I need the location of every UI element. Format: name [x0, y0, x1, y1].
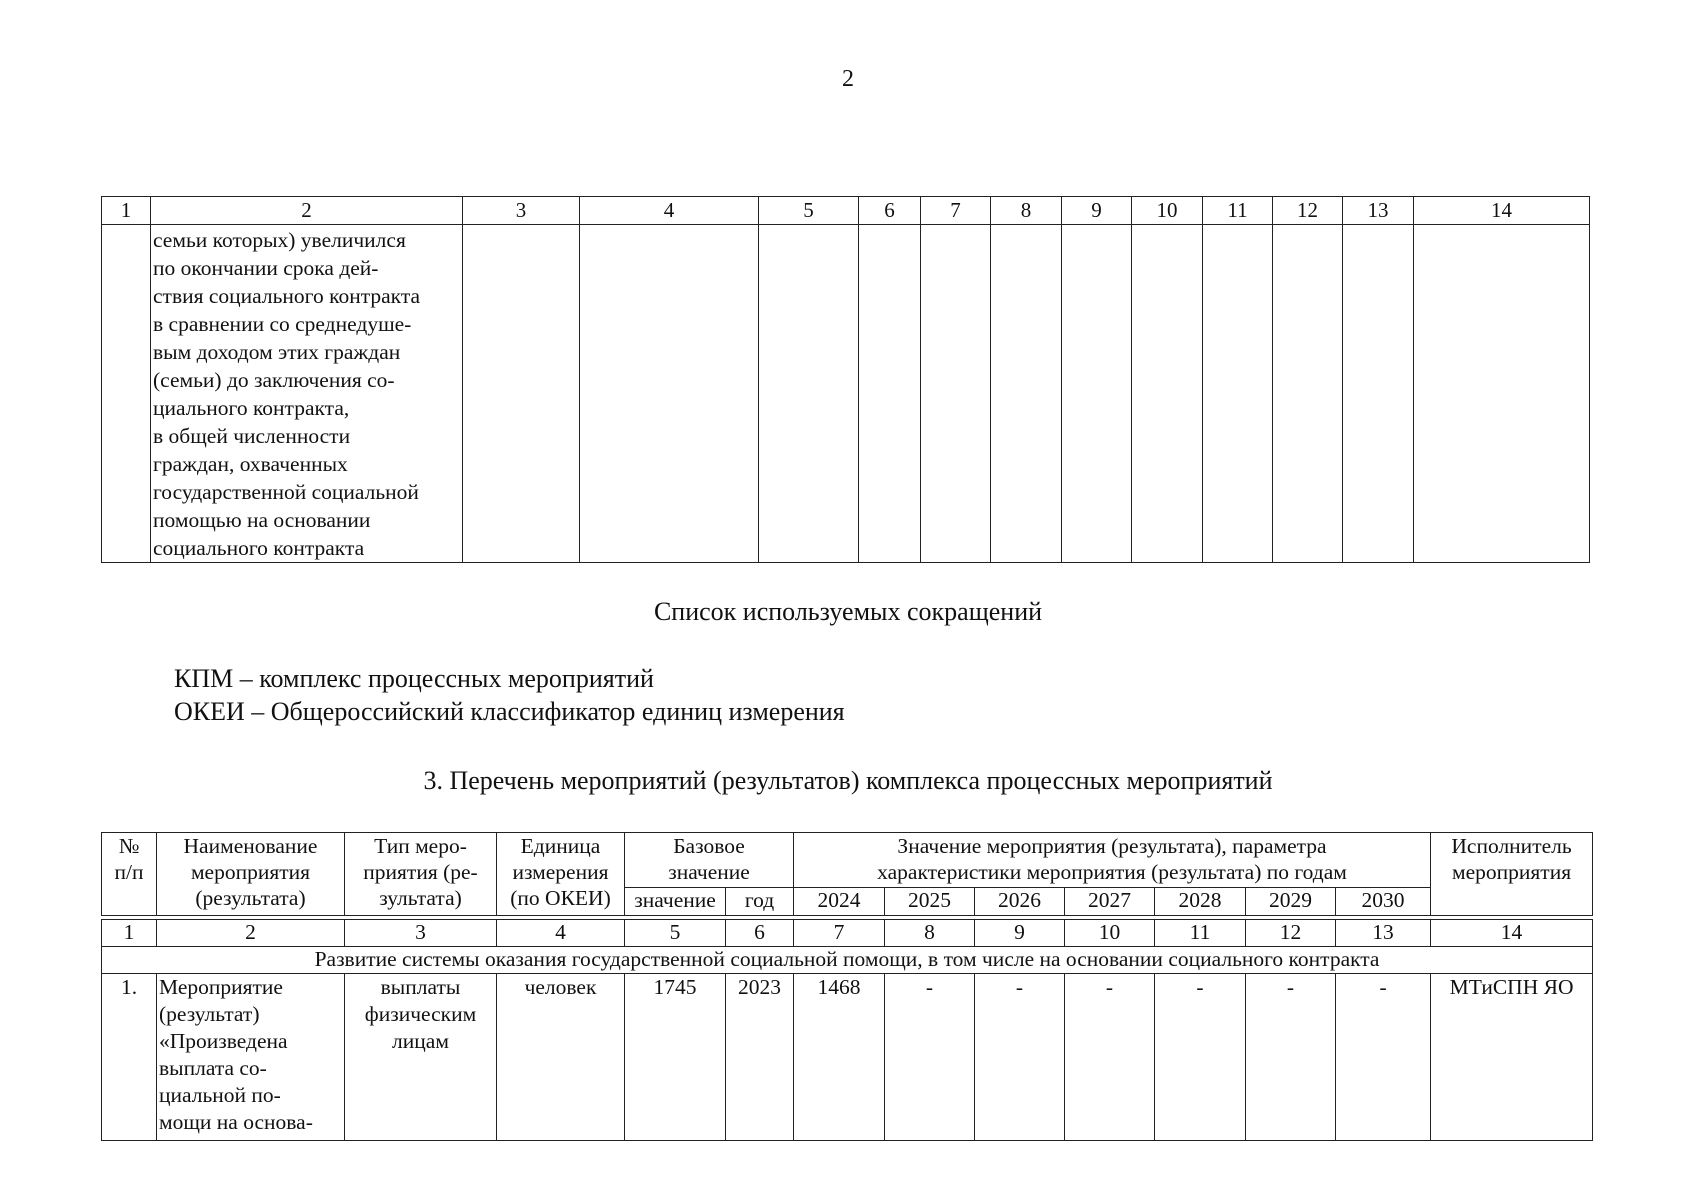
column-number: 8: [991, 197, 1062, 225]
table-cell: [859, 225, 921, 563]
column-number: 1: [102, 197, 151, 225]
table-row: [102, 225, 1590, 563]
column-number: 11: [1203, 197, 1273, 225]
row-unit: человек: [497, 974, 625, 1141]
row-name: Мероприятие (результат) «Произведена выплата со- циальной по- мощи на основа-: [157, 974, 345, 1141]
table-cell: [1343, 225, 1414, 563]
column-number: 11: [1155, 920, 1246, 947]
row-num: 1.: [102, 974, 157, 1141]
column-number: 14: [1414, 197, 1590, 225]
header-year: 2028: [1155, 888, 1246, 916]
header-row: [102, 833, 1593, 888]
continuation-table: [101, 196, 1590, 563]
column-number: 5: [625, 920, 726, 947]
column-number: 9: [975, 920, 1065, 947]
header-year: 2030: [1336, 888, 1431, 916]
header-unit: Единица измерения (по ОКЕИ): [497, 833, 625, 916]
column-number: 12: [1246, 920, 1336, 947]
header-name: Наименование мероприятия (результата): [157, 833, 345, 916]
table-cell: [759, 225, 859, 563]
header-base-value: значение: [625, 888, 726, 916]
row-executor: МТиСПН ЯО: [1431, 974, 1593, 1141]
table-row: [102, 974, 1593, 1141]
header-year: 2026: [975, 888, 1065, 916]
section-title: 3. Перечень мероприятий (результатов) комплекса процессных мероприятий: [423, 766, 1273, 795]
row-value: 1468: [794, 974, 885, 1141]
row-value: -: [1246, 974, 1336, 1141]
table-cell: [463, 225, 580, 563]
header-num: № п/п: [102, 833, 157, 916]
abbreviation-item: КПМ – комплекс процессных мероприятий: [174, 664, 654, 693]
header-year: 2024: [794, 888, 885, 916]
table-cell: [580, 225, 759, 563]
table-cell: [1414, 225, 1590, 563]
column-number: 4: [580, 197, 759, 225]
column-number: 7: [921, 197, 991, 225]
column-number: 9: [1062, 197, 1132, 225]
row-base-value: 1745: [625, 974, 726, 1141]
header-base: Базовое значение: [625, 833, 794, 888]
column-number: 1: [102, 920, 157, 947]
header-year: 2027: [1065, 888, 1155, 916]
table-cell: [1203, 225, 1273, 563]
column-number: 3: [463, 197, 580, 225]
column-number: 12: [1273, 197, 1343, 225]
header-executor: Исполнитель мероприятия: [1431, 833, 1593, 916]
header-year: 2029: [1246, 888, 1336, 916]
section-row: [102, 947, 1593, 974]
header-base-year: год: [726, 888, 794, 916]
abbreviation-item: ОКЕИ – Общероссийский классификатор единиц измерения: [174, 697, 845, 726]
header-year: 2025: [885, 888, 975, 916]
column-number: 13: [1336, 920, 1431, 947]
table-cell: [102, 225, 151, 563]
column-number: 6: [726, 920, 794, 947]
table-cell: [921, 225, 991, 563]
column-number: 5: [759, 197, 859, 225]
column-number: 2: [157, 920, 345, 947]
row-type: выплаты физическим лицам: [345, 974, 497, 1141]
row-value: -: [1155, 974, 1246, 1141]
section-row-title: Развитие системы оказания государственной социальной помощи, в том числе на основании социального контракта: [102, 947, 1593, 974]
row-value: -: [1065, 974, 1155, 1141]
abbreviations-title: Список используемых сокращений: [653, 597, 1043, 626]
column-number: 6: [859, 197, 921, 225]
row-value: -: [885, 974, 975, 1141]
continued-indicator-text: семьи которых) увеличился по окончании срока дей- ствия социального контракта в сравнении со среднедуше- вым доходом этих граждан (семьи) до заключения со- циального контракта, в общей численности граждан, охваченных государственной социальной помощью на основании социального контракта: [151, 225, 463, 563]
activities-table: [101, 832, 1593, 1141]
column-number: 14: [1431, 920, 1593, 947]
table-cell: [1062, 225, 1132, 563]
column-number: 13: [1343, 197, 1414, 225]
column-number: 10: [1132, 197, 1203, 225]
header-type: Тип меро- приятия (ре- зультата): [345, 833, 497, 916]
table-cell: [991, 225, 1062, 563]
row-value: -: [1336, 974, 1431, 1141]
column-number: 8: [885, 920, 975, 947]
table-cell: [1132, 225, 1203, 563]
row-value: -: [975, 974, 1065, 1141]
page-number: 2: [842, 66, 854, 92]
column-number: 10: [1065, 920, 1155, 947]
column-number: 3: [345, 920, 497, 947]
row-base-year: 2023: [726, 974, 794, 1141]
column-number-row: [102, 920, 1593, 947]
table-cell: [1273, 225, 1343, 563]
header-values: Значение мероприятия (результата), параметра характеристики мероприятия (результата) по годам: [794, 833, 1431, 888]
column-number: 2: [151, 197, 463, 225]
column-number: 7: [794, 920, 885, 947]
column-number: 4: [497, 920, 625, 947]
column-number-row: [102, 197, 1590, 225]
